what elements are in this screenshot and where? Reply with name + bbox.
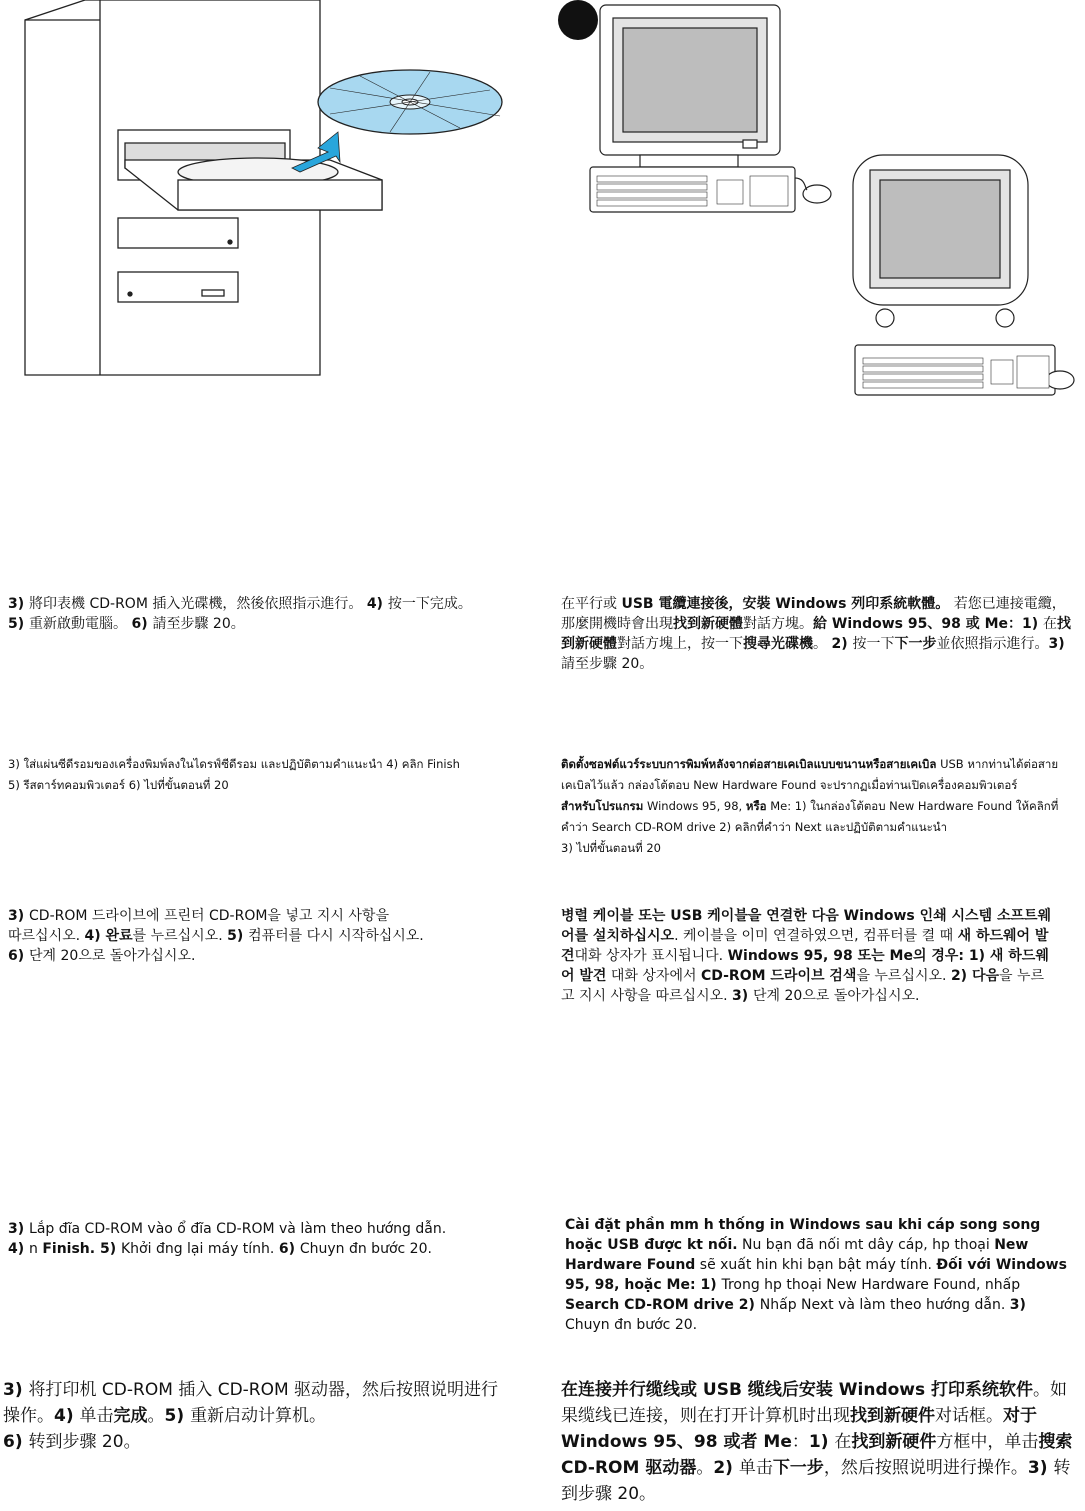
- text-run: 대화 상자가 표시됩니다.: [574, 948, 728, 964]
- instruction-vi-left: [8, 1219, 508, 1259]
- text-run: 並依照指示進行。: [936, 636, 1049, 652]
- text-run: . 케이블을 이미 연결하였으면, 컴퓨터를 켤 때: [674, 928, 958, 944]
- text-run: 在平行或: [561, 596, 622, 612]
- text-run: 단계 20으로 돌아가십시오.: [753, 988, 920, 1004]
- text-run: Chuyn đn bước 20.: [565, 1317, 698, 1333]
- bold-text-run: 对于 Windows 95、98 或者 Me: [561, 1406, 1037, 1452]
- bold-text-run: หรือ: [745, 799, 767, 813]
- bold-text-run: 搜尋光碟機: [743, 636, 813, 652]
- bold-text-run: 6): [3, 1432, 29, 1452]
- bold-text-run: 2): [831, 636, 853, 652]
- bold-text-run: USB 電纜連接後，安裝 Windows 列印系統軟體。: [621, 596, 950, 612]
- instruction-th-right: [561, 754, 1066, 859]
- text-run: 5) รีสตาร์ทคอมพิวเตอร์ 6) ไปที่ขั้นตอนที่ 20: [8, 778, 229, 792]
- bold-text-run: 6): [8, 948, 30, 964]
- text-run: 對話方塊上，按一下: [617, 636, 743, 652]
- text-run: 대화 상자에서: [606, 968, 701, 984]
- bold-text-run: 下一步: [772, 1458, 824, 1478]
- bold-text-run: 5): [227, 928, 249, 944]
- instruction-ko-right: [561, 906, 1056, 1006]
- bold-text-run: 3): [8, 908, 30, 924]
- text-run: Windows 95, 98,: [643, 799, 746, 813]
- text-run: n: [29, 1241, 43, 1257]
- bold-text-run: Finish. 5): [42, 1241, 121, 1257]
- bold-text-run: ติดตั้งซอฟต์แวร์ระบบการพิมพ์หลังจากต่อสายเคเบิลแบบขนานหรือสายเคเบิล: [561, 757, 937, 771]
- step-marker: [558, 0, 598, 40]
- bold-text-run: Windows 95, 98 또는 Me의 경우: 1) 새 하드웨어 발견: [561, 948, 1049, 984]
- bold-text-run: 完成: [113, 1406, 148, 1426]
- bold-text-run: 4) 완료: [84, 928, 133, 944]
- bold-text-run: 5): [8, 616, 30, 632]
- text-run: 单击: [79, 1406, 114, 1426]
- text-run: 단계 20으로 돌아가십시오.: [29, 948, 196, 964]
- text-run: 按一下完成。: [387, 596, 472, 612]
- text-run: 將印表機 CD-ROM 插入光碟機，然後依照指示進行。: [29, 596, 367, 612]
- text-run: 。: [147, 1406, 165, 1426]
- text-run: 对话框。: [935, 1406, 1003, 1426]
- text-run: 請至步驟 20。: [561, 656, 654, 672]
- bold-text-run: 找到新硬體: [561, 616, 1072, 652]
- text-run: Chuyn đn bước 20.: [299, 1241, 432, 1257]
- text-run: 重新启动计算机。: [190, 1406, 327, 1426]
- bold-text-run: 3): [3, 1380, 29, 1400]
- bold-text-run: 找到新硬件: [850, 1406, 935, 1426]
- bold-text-run: 3): [1027, 1458, 1054, 1478]
- cdrom-insertion-illustration: [0, 0, 530, 380]
- bold-text-run: 6): [131, 616, 153, 632]
- text-run: Me: 1) ในกล่องโต้ตอบ New Hardware Found ให้คลิกที่คำว่า Search CD-ROM drive 2) คลิกที่คำว่า Next และปฏิบัติตามคำแนะนำ: [561, 799, 1059, 834]
- bold-text-run: 2): [713, 1458, 739, 1478]
- instruction-zh-tw-left: [8, 594, 528, 634]
- text-run: CD-ROM 드라이브에 프린터 CD-ROM을 넣고 지시 사항을: [29, 908, 389, 924]
- bold-text-run: สำหรับโปรแกรม: [561, 799, 644, 813]
- text-run: 单击: [738, 1458, 773, 1478]
- instruction-zh-cn-right: [561, 1377, 1076, 1507]
- text-run: 請至步驟 20。: [152, 616, 245, 632]
- bold-text-run: 1): [808, 1432, 835, 1452]
- text-run: 컴퓨터를 다시 시작하십시오.: [248, 928, 424, 944]
- text-run: 對話方塊。: [743, 616, 813, 632]
- bold-text-run: 3): [8, 596, 30, 612]
- text-run: 。: [813, 636, 832, 652]
- bold-text-run: 搜索 CD-ROM 驱动器: [561, 1432, 1073, 1478]
- instruction-vi-right: [565, 1215, 1070, 1335]
- text-run: Nu bạn đã nối mt dây cáp, hp thoại: [737, 1237, 995, 1253]
- instruction-zh-tw-right: [561, 594, 1073, 674]
- bold-text-run: 병렬 케이블 또는 USB 케이블을 연결한 다음 Windows 인쇄 시스템 소프트웨어를 설치하십시오: [561, 908, 1052, 944]
- text-run: 按一下: [852, 636, 895, 652]
- computers-illustration: [555, 0, 1085, 405]
- text-run: 转到步骤 20。: [561, 1458, 1071, 1504]
- text-run: 转到步骤 20。: [28, 1432, 141, 1452]
- bold-text-run: CD-ROM 드라이브 검색: [700, 968, 857, 984]
- instruction-zh-cn-left: [3, 1377, 503, 1455]
- bold-text-run: Search CD-ROM drive 2): [565, 1297, 760, 1313]
- text-run: sẽ xuất hin khi bạn bật máy tính.: [695, 1257, 937, 1273]
- text-run: 在: [1043, 616, 1058, 632]
- text-run: 을 누르십시오.: [856, 968, 951, 984]
- instruction-th-left: [8, 754, 528, 796]
- text-run: 3) ไปที่ขั้นตอนที่ 20: [561, 841, 661, 855]
- cd-disc-icon: [318, 70, 502, 134]
- text-run: 若您已連接電纜，那麼開機時會出現: [561, 596, 1066, 632]
- bold-text-run: 4): [8, 1241, 30, 1257]
- bold-text-run: 3): [8, 1221, 30, 1237]
- bold-text-run: 4): [54, 1406, 80, 1426]
- bold-text-run: 在连接并行缆线或 USB 缆线后安装 Windows 打印系统软件: [561, 1380, 1034, 1400]
- bold-text-run: 6): [278, 1241, 300, 1257]
- bold-text-run: 2) 다음: [950, 968, 999, 984]
- bold-text-run: 3): [732, 988, 754, 1004]
- bold-text-run: 3): [1009, 1297, 1026, 1313]
- text-run: USB หากท่านได้ต่อสายเคเบิลไว้แล้ว กล่องโต้ตอบ New Hardware Found จะปรากฏเมื่อท่านเปิดเครื่องคอมพิวเตอร์: [561, 757, 1059, 792]
- bold-text-run: 下一步: [894, 636, 937, 652]
- bold-text-run: New Hardware Found: [565, 1237, 1029, 1273]
- text-run: ：: [791, 1432, 809, 1452]
- bold-text-run: 5): [164, 1406, 191, 1426]
- text-run: 따르십시오.: [8, 928, 85, 944]
- text-run: 。: [696, 1458, 714, 1478]
- text-run: 를 누르십시오.: [132, 928, 228, 944]
- text-run: Khởi đng lại máy tính.: [120, 1241, 279, 1257]
- bold-text-run: 給 Windows 95、98 或 Me：1): [813, 616, 1044, 632]
- text-run: Nhấp Next và làm theo hướng dẫn.: [759, 1297, 1010, 1313]
- text-run: 在: [834, 1432, 852, 1452]
- text-run: 重新啟動電腦。: [29, 616, 132, 632]
- text-run: 将打印机 CD-ROM 插入 CD-ROM 驱动器，然后按照说明进行操作。: [3, 1380, 499, 1426]
- text-run: Trong hp thoại New Hardware Found, nhấp: [721, 1277, 1021, 1293]
- instruction-ko-left: [8, 906, 488, 966]
- text-run: 을 누르고 지시 사항을 따르십시오.: [561, 968, 1045, 1004]
- text-run: 3) ใส่แผ่นซีดีรอมของเครื่องพิมพ์ลงในไดรฟ์ซีดีรอม และปฏิบัติตามคำแนะนำ 4) คลิก Finish: [8, 757, 460, 771]
- text-run: ，然后按照说明进行操作。: [823, 1458, 1028, 1478]
- bold-text-run: Cài đặt phần mm h thống in Windows sau khi cáp song song hoặc USB được kt nối.: [565, 1217, 1041, 1253]
- text-run: 方框中，单击: [936, 1432, 1039, 1452]
- bold-text-run: 找到新硬體: [673, 616, 743, 632]
- bold-text-run: 3): [1048, 636, 1065, 652]
- text-run: Lắp đĩa CD-ROM vào ổ đĩa CD-ROM và làm theo hướng dẫn.: [29, 1221, 447, 1237]
- bold-text-run: Đối với Windows 95, 98, hoặc Me: 1): [565, 1257, 1067, 1293]
- bold-text-run: 4): [366, 596, 388, 612]
- text-run: 。如果缆线已连接，则在打开计算机时出现: [561, 1380, 1068, 1426]
- bold-text-run: 找到新硬件: [851, 1432, 937, 1452]
- bold-text-run: 새 하드웨어 발견: [561, 928, 1049, 964]
